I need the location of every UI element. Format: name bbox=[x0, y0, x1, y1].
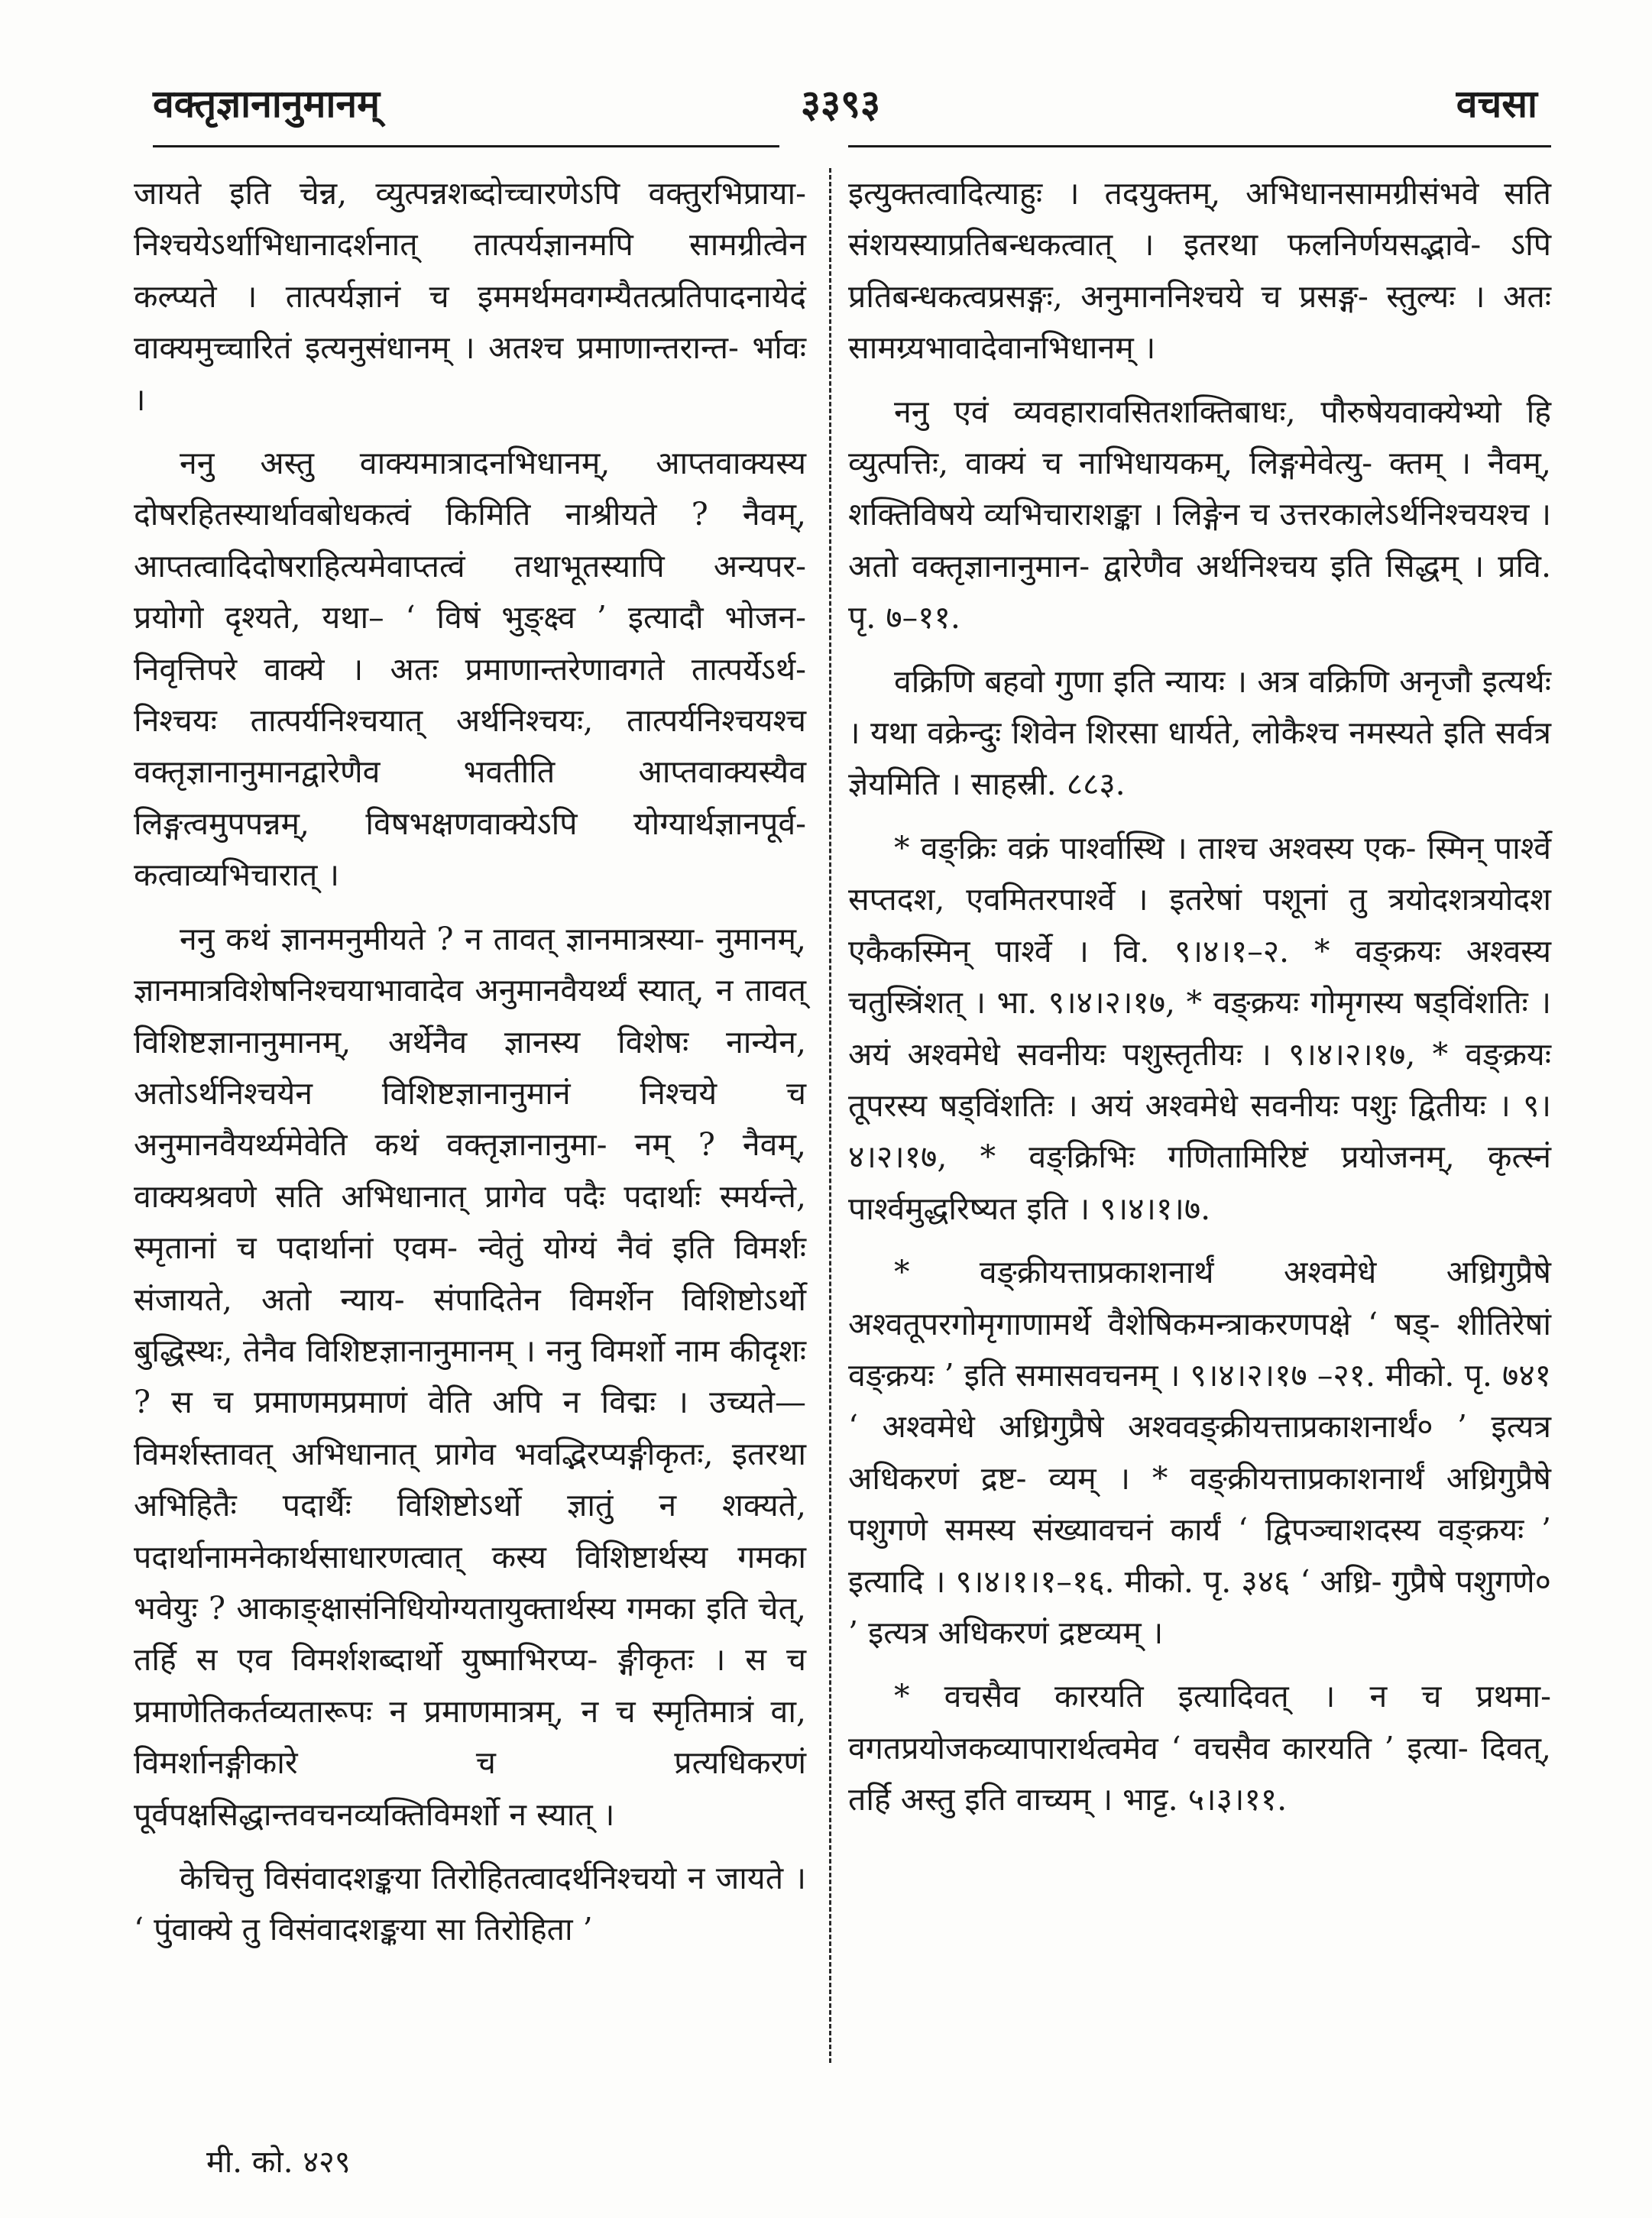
paragraph: वक्रिणि बहवो गुणा इति न्यायः । अत्र वक्रिणि अनृजौ इत्यर्थः । यथा वक्रेन्दुः शिवेन शिरसा धार्यते, लोकैश्च नमस्यते इति सर्वत्र ज्ञेयमिति । साहस्री. ८८३. bbox=[848, 662, 1551, 803]
paragraph: ननु अस्तु वाक्यमात्रादनभिधानम्, आप्तवाक्यस्य दोषरहितस्यार्थावबोधकत्वं किमिति नाश्रीयते ? नैवम्, आप्तत्वादिदोषराहित्यमेवाप्तत्वं तथाभूतस्यापि अन्यपर- प्रयोगो दृश्यते, यथा– ‘ विषं भुङ्क्ष्व ’ इत्यादौ भोजन- निवृत्तिपरे वाक्ये । अतः प्रमाणान्तरेणावगते तात्पर्येऽर्थ- निश्चयः तात्पर्यनिश्चयात् अर्थनिश्चयः, तात्पर्यनिश्चयश्च वक्तृज्ञानानुमानद्वारेणैव भवतीति आप्तवाक्यस्यैव लिङ्गत्वमुपपन्नम्, विषभक्षणवाक्येऽपि योग्यार्थज्ञानपूर्व- कत्वाव्यभिचारात् । bbox=[134, 445, 806, 894]
header-rule-left bbox=[153, 145, 779, 147]
paragraph: इत्युक्तत्वादित्याहुः । तदयुक्तम्, अभिधानसामग्रीसंभवे सति संशयस्याप्रतिबन्धकत्वात् । इतरथा फलनिर्णयसद्भावे- ऽपि प्रतिबन्धकत्वप्रसङ्गः, अनुमाननिश्चये च प्रसङ्ग- स्तुल्यः । अतः सामग्र्यभावादेवानभिधानम् । bbox=[848, 175, 1551, 367]
paragraph: जायते इति चेन्न, व्युत्पन्नशब्दोच्चारणेऽपि वक्तुरभिप्राया- निश्चयेऽर्थाभिधानादर्शनात् तात्पर्यज्ञानमपि सामग्रीत्वेन कल्प्यते । तात्पर्यज्ञानं च इममर्थमवगम्यैतत्प्रतिपादनायेदं वाक्यमुच्चारितं इत्यनुसंधानम् । अतश्च प्रमाणान्तरान्त- र्भावः । bbox=[134, 175, 806, 418]
paragraph: ननु कथं ज्ञानमनुमीयते ? न तावत् ज्ञानमात्रस्या- नुमानम्, ज्ञानमात्रविशेषनिश्चयाभावादेव अनुमानवैयर्थ्यं स्यात्, न तावत् विशिष्टज्ञानानुमानम्, अर्थेनैव ज्ञानस्य विशेषः नान्येन, अतोऽर्थनिश्चयेन विशिष्टज्ञानानुमानं निश्चये च अनुमानवैयर्थ्यमेवेति कथं वक्तृज्ञानानुमा- नम् ? नैवम्, वाक्यश्रवणे सति अभिधानात् प्रागेव पदैः पदार्थाः स्मर्यन्ते, स्मृतानां च पदार्थानां एवम- न्वेतुं योग्यं नैवं इति विमर्शः संजायते, अतो न्याय- संपादितेन विमर्शेन विशिष्टोऽर्थो बुद्धिस्थः, तेनैव विशिष्टज्ञानानुमानम् । ननु विमर्शो नाम कीदृशः ? स च प्रमाणमप्रमाणं वेति अपि न विद्मः । उच्यते— विमर्शस्तावत् अभिधानात् प्रागेव भवद्भिरप्यङ्गीकृतः, इतरथा अभिहितैः पदार्थैः विशिष्टोऽर्थो ज्ञातुं न शक्यते, पदार्थानामनेकार्थसाधारणत्वात् कस्य विशिष्टार्थस्य गमका भवेयुः ? आकाङ्क्षासंनिधियोग्यतायुक्तार्थस्य गमका इति चेत्, तर्हि स एव विमर्शशब्दार्थो युष्माभिरप्य- ङ्गीकृतः । स च प्रमाणेतिकर्तव्यतारूपः न प्रमाणमात्रम्, न च स्मृतिमात्रं वा, विमर्शानङ्गीकारे च प्रत्यधिकरणं पूर्वपक्षसिद्धान्तवचनव्यक्तिविमर्शो न स्यात् । bbox=[134, 920, 806, 1833]
column-divider bbox=[829, 168, 831, 2063]
paragraph: केचित्तु विसंवादशङ्कया तिरोहितत्वादर्थनिश्चयो न जायते । ‘ पुंवाक्ये तु विसंवादशङ्कया सा तिरोहिता ’ bbox=[134, 1860, 806, 1948]
page-number: ३३९३ bbox=[801, 81, 880, 126]
right-column bbox=[848, 168, 1551, 1838]
header-rule-right bbox=[848, 145, 1551, 147]
footer-note: मी. को. ४२९ bbox=[206, 2145, 351, 2180]
paragraph: * वचसैव कारयति इत्यादिवत् । न च प्रथमा- वगतप्रयोजकव्यापारार्थत्वमेव ‘ वचसैव कारयति ’ इत्या- दिवत्, तर्हि अस्तु इति वाच्यम् । भाट्ट. ५।३।११. bbox=[848, 1678, 1551, 1818]
left-column bbox=[134, 168, 806, 1968]
paragraph: * वङ्क्रीयत्ताप्रकाशनार्थं अश्वमेधे अध्रिगुप्रैषे अश्वतूपरगोमृगाणामर्थे वैशेषिकमन्त्राकरणपक्षे ‘ षड्- शीतिरेषां वङ्क्रयः ’ इति समासवचनम् । ९।४।२।१७ –२१. मीको. पृ. ७४१ ‘ अश्वमेधे अध्रिगुप्रैषे अश्ववङ्क्रीयत्ताप्रकाशनार्थं० ’ इत्यत्र अधिकरणं द्रष्ट- व्यम् । * वङ्क्रीयत्ताप्रकाशनार्थं अध्रिगुप्रैषे पशुगणे समस्य संख्यावचनं कार्यं ‘ द्विपञ्चाशदस्य वङ्क्रयः ’ इत्यादि । ९।४।१।१–१६. मीको. पृ. ३४६ ‘ अध्रि- गुप्रैषे पशुगणे० ’ इत्यत्र अधिकरणं द्रष्टव्यम् । bbox=[848, 1254, 1551, 1651]
paragraph: * वङ्क्रिः वक्रं पार्श्वास्थि । ताश्च अश्वस्य एक- स्मिन् पार्श्वे सप्तदश, एवमितरपार्श्वे । इतरेषां पशूनां तु त्रयोदशत्रयोदश एकैकस्मिन् पार्श्वे । वि. ९।४।१–२. * वङ्क्रयः अश्वस्य चतुस्त्रिंशत् । भा. ९।४।२।१७, * वङ्क्रयः गोमृगस्य षड्विंशतिः । अयं अश्वमेधे सवनीयः पशुस्तृतीयः । ९।४।२।१७, * वङ्क्रयः तूपरस्य षड्विंशतिः । अयं अश्वमेधे सवनीयः पशुः द्वितीयः । ९।४।२।१७, * वङ्क्रिभिः गणितामिरिष्टं प्रयोजनम्, कृत्स्नं पार्श्वमुद्धरिष्यत इति । ९।४।१।७. bbox=[848, 829, 1551, 1227]
running-head-right: वचसा bbox=[1456, 81, 1537, 126]
running-head-left: वक्तृज्ञानानुमानम् bbox=[153, 81, 381, 126]
paragraph: ननु एवं व्यवहारावसितशक्तिबाधः, पौरुषेयवाक्येभ्यो हि व्युत्पत्तिः, वाक्यं च नाभिधायकम्, लिङ्गमेवेत्यु- क्तम् । नैवम्, शक्तिविषये व्यभिचाराशङ्का । लिङ्गेन च उत्तरकालेऽर्थनिश्चयश्च । अतो वक्तृज्ञानानुमान- द्वारेणैव अर्थनिश्चय इति सिद्धम् । प्रवि. पृ. ७–११. bbox=[848, 393, 1551, 636]
